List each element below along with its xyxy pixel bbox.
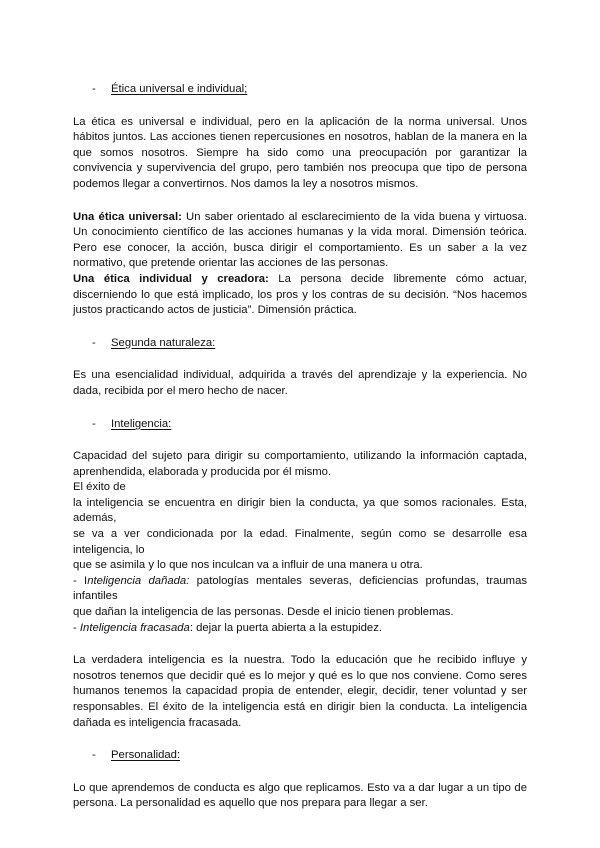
segunda-paragraph: Es una esencialidad individual, adquirida a través del aprendizaje y la experiencia. No dada, recibida por el mero hecho de nacer.: [73, 369, 527, 397]
inteligencia-fracasada-label: Inteligencia fracasada: [79, 621, 190, 634]
heading-text: Segunda naturaleza:: [111, 336, 216, 349]
section-heading-inteligencia: [73, 417, 527, 433]
bullet-dash: -: [92, 83, 96, 95]
inteligencia-definition: Capacidad del sujeto para dirigir su comportamiento, utilizando la información captada, aprenhendida, elaborada y producida por él mismo.: [73, 450, 527, 478]
inteligencia-danada-text: patologías mentales severas, deficiencias profundas, traumas infantiles: [73, 574, 528, 603]
section-heading-personalidad: [73, 748, 527, 764]
heading-text: Ética universal e individual;: [111, 83, 248, 95]
inteligencia-danada: [73, 574, 527, 605]
section-heading-etica: [73, 82, 527, 98]
etica-individual-text: La persona decide libremente cómo actuar, discerniendo lo que está implicado, los pros y los contras de su decisión. “Nos hacemos justos practicando actos de justicia”. Dimensión práctica.: [73, 272, 527, 317]
inteligencia-line: se va a ver condicionada por la edad. Finalmente, según como se desarrolle esa inteligencia, lo: [73, 528, 527, 556]
inteligencia-verdadera: La verdadera inteligencia es la nuestra. Todo la educación que he recibido influye y nosotros tenemos que decidir qué es lo mejor y qué es lo que nos conviene. Como seres humanos tenemos la capacidad propia de entender, elegir, decidir, tener voluntad y ser responsables. El éxito de la inteligencia está en dirigir bien la conducta. La inteligencia dañada es inteligencia fracasada.: [73, 654, 527, 729]
personalidad-paragraph: Lo que aprendemos de conducta es algo que replicamos. Esto va a dar lugar a un tipo de persona. La personalidad es aquello que nos prepara para llegar a ser.: [73, 781, 527, 810]
etica-individual-label: Una ética individual y creadora:: [73, 272, 269, 285]
bullet-dash: -: [92, 749, 96, 762]
list-prefix: - I: [73, 574, 88, 587]
inteligencia-fracasada-text: : dejar la puerta abierta a la estupidez.: [189, 621, 382, 634]
section-heading-segunda: [73, 336, 527, 352]
inteligencia-fracasada: [73, 621, 527, 637]
etica-individual-paragraph: [73, 272, 527, 319]
inteligencia-line: El éxito de: [73, 481, 126, 494]
heading-text: Inteligencia:: [111, 417, 172, 430]
bullet-dash: -: [92, 336, 96, 349]
etica-universal-paragraph: [73, 210, 527, 272]
inteligencia-danada-label: nteligencia dañada:: [87, 574, 190, 587]
inteligencia-danada-cont: que dañan la inteligencia de las personas. Desde el inicio tienen problemas.: [73, 606, 454, 619]
inteligencia-line: que se asimila y lo que nos inculcan va a influir de una manera u otra.: [73, 559, 423, 572]
inteligencia-line: la inteligencia se encuentra en dirigir bien la conducta, ya que somos racionales. Esta, además,: [73, 496, 527, 525]
heading-text: Personalidad:: [111, 749, 181, 762]
etica-universal-text: Un saber orientado al esclarecimiento de la vida buena y virtuosa. Un conocimiento científico de las acciones humanas y la vida moral. Dimensión teórica. Pero ese conocer, la acción, busca dirigir el comportamiento. Es un saber a la vez normativo, que pretende orientar las acciones de las personas.: [73, 210, 527, 270]
list-prefix: -: [73, 621, 80, 634]
bullet-dash: -: [92, 417, 96, 430]
etica-universal-label: Una ética universal:: [73, 210, 182, 223]
etica-paragraph: La ética es universal e individual, pero en la aplicación de la norma universal. Unos hábitos juntos. Las acciones tienen repercusiones en nosotros, hablan de la manera en la que somos nosotros. Siempre ha sido como una preocupación por garantizar la convivencia y supervivencia del grupo, pero también nos preocupa que tipo de persona podemos llegar a convertirnos. Nos damos la ley a nosotros mismos.: [73, 115, 527, 190]
document-body: [73, 82, 527, 812]
